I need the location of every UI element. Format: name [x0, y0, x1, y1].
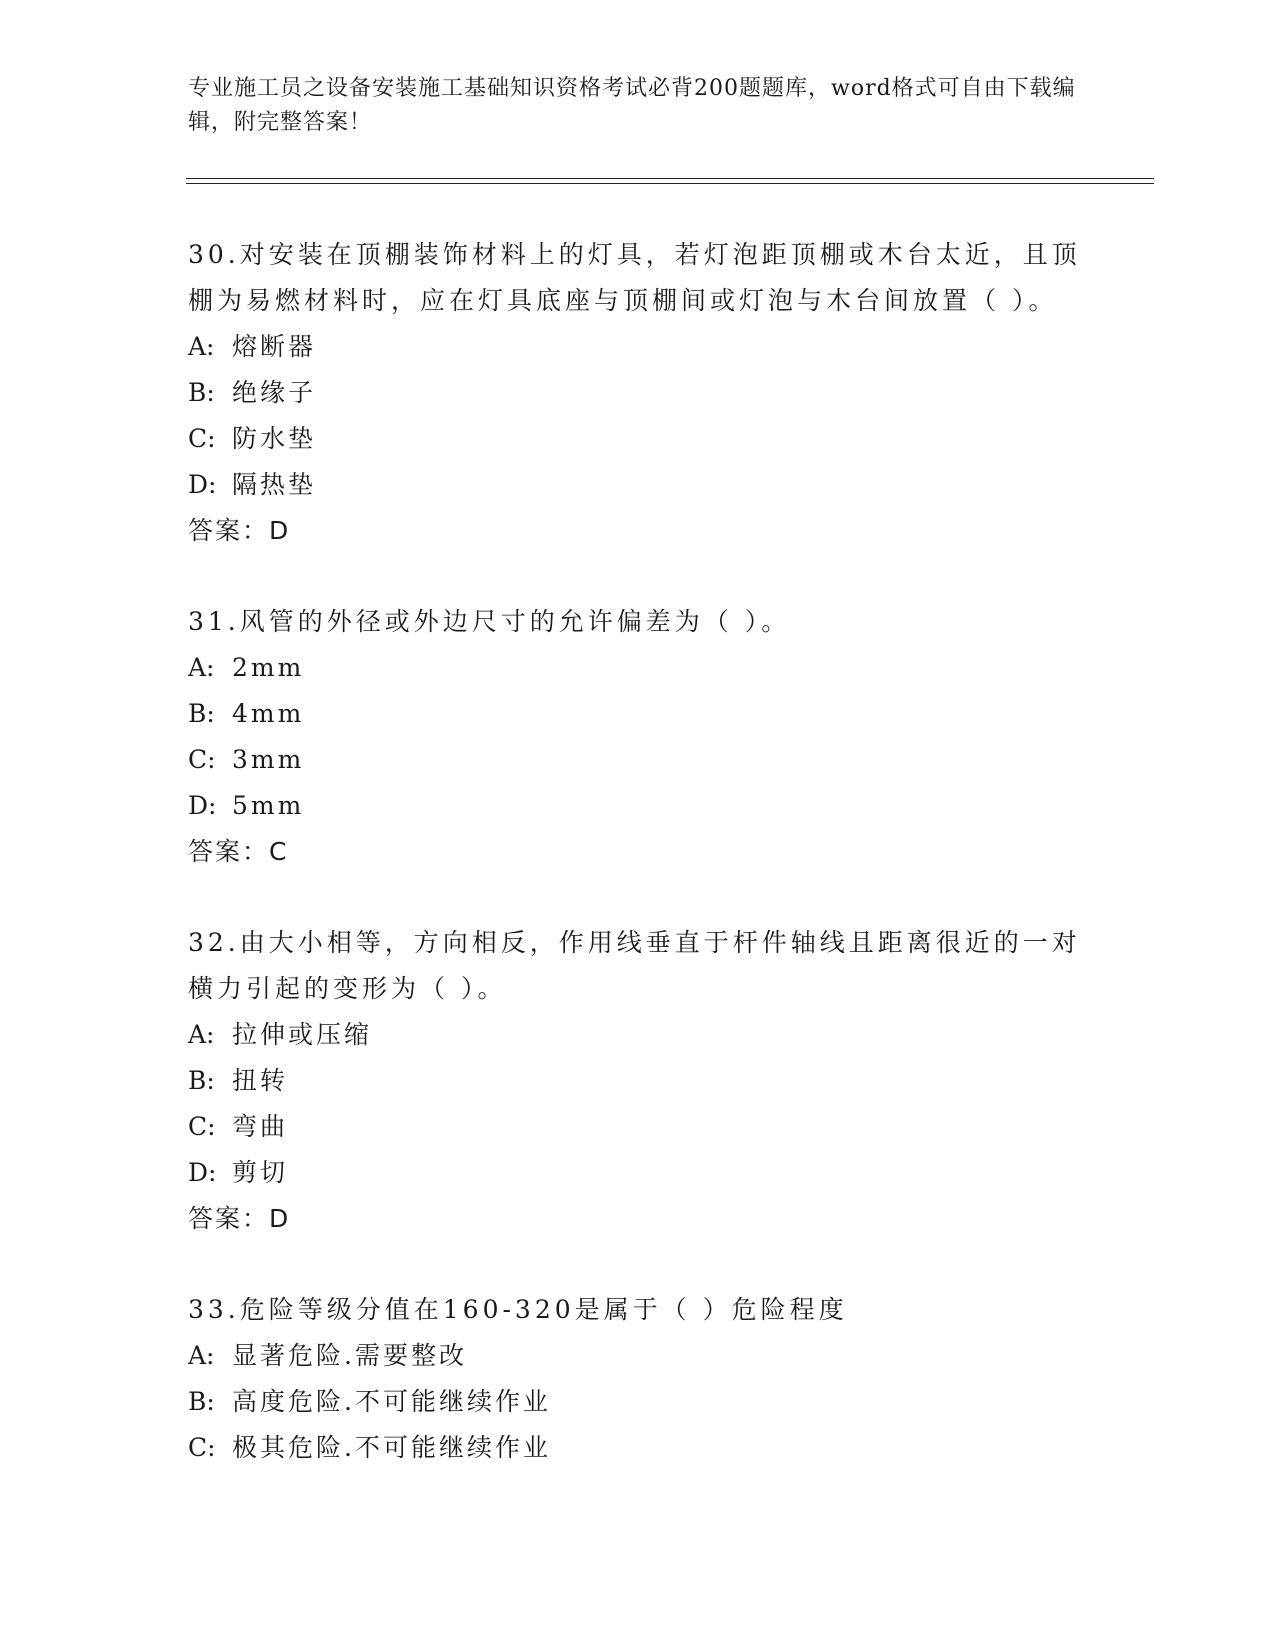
option-c	[188, 737, 1088, 783]
option-a	[188, 645, 1088, 691]
option-text: 拉伸或压缩	[232, 1020, 373, 1049]
header-divider-bottom	[186, 183, 1154, 184]
option-c	[188, 1104, 1088, 1150]
option-d	[188, 783, 1088, 829]
option-d	[188, 462, 1088, 508]
option-letter: D:	[188, 470, 217, 499]
option-letter: D:	[188, 791, 217, 820]
option-a	[188, 324, 1088, 370]
option-text: 防水垫	[232, 424, 317, 453]
option-letter: A:	[188, 653, 215, 682]
option-c	[188, 416, 1088, 462]
option-letter: A:	[188, 1020, 215, 1049]
option-text: 4mm	[232, 699, 305, 728]
header-divider-top	[186, 178, 1154, 179]
option-letter: A:	[188, 332, 215, 361]
option-letter: B:	[188, 699, 215, 728]
option-letter: B:	[188, 1387, 215, 1416]
question-item	[188, 920, 1088, 1242]
option-text: 2mm	[232, 653, 305, 682]
option-text: 显著危险.需要整改	[232, 1341, 467, 1370]
question-item	[188, 599, 1088, 875]
option-letter: C:	[188, 1112, 216, 1141]
question-item	[188, 1287, 1088, 1471]
option-letter: C:	[188, 1433, 216, 1462]
option-letter: B:	[188, 378, 215, 407]
option-b	[188, 691, 1088, 737]
option-text: 弯曲	[232, 1112, 289, 1141]
question-stem: 33.危险等级分值在160-320是属于（ ）危险程度	[188, 1295, 848, 1324]
option-text: 绝缘子	[232, 378, 317, 407]
question-stem: 30.对安装在顶棚装饰材料上的灯具，若灯泡距顶棚或木台太近，且顶棚为易燃材料时，应在灯具底座与顶棚间或灯泡与木台间放置（ ）。	[188, 240, 1081, 315]
option-letter: A:	[188, 1341, 215, 1370]
question-list	[188, 232, 1088, 1516]
option-a	[188, 1333, 1088, 1379]
answer-line: 答案：D	[188, 516, 291, 545]
option-text: 极其危险.不可能继续作业	[232, 1433, 551, 1462]
option-letter: D:	[188, 1158, 217, 1187]
option-b	[188, 370, 1088, 416]
option-letter: C:	[188, 745, 216, 774]
option-text: 3mm	[232, 745, 305, 774]
option-text: 5mm	[232, 791, 305, 820]
option-text: 扭转	[232, 1066, 289, 1095]
option-letter: C:	[188, 424, 216, 453]
option-a	[188, 1012, 1088, 1058]
question-stem: 31.风管的外径或外边尺寸的允许偏差为（ ）。	[188, 607, 791, 636]
option-letter: B:	[188, 1066, 215, 1095]
option-text: 高度危险.不可能继续作业	[232, 1387, 551, 1416]
option-b	[188, 1379, 1088, 1425]
option-d	[188, 1150, 1088, 1196]
answer-line: 答案：D	[188, 1204, 291, 1233]
answer-line: 答案：C	[188, 837, 289, 866]
question-stem: 32.由大小相等，方向相反，作用线垂直于杆件轴线且距离很近的一对横力引起的变形为（ ）。	[188, 928, 1081, 1003]
document-header: 专业施工员之设备安装施工基础知识资格考试必背200题题库，word格式可自由下载编辑，附完整答案！	[188, 76, 1076, 135]
option-text: 隔热垫	[232, 470, 317, 499]
option-text: 剪切	[232, 1158, 289, 1187]
option-c	[188, 1425, 1088, 1471]
option-b	[188, 1058, 1088, 1104]
question-item	[188, 232, 1088, 554]
option-text: 熔断器	[232, 332, 317, 361]
